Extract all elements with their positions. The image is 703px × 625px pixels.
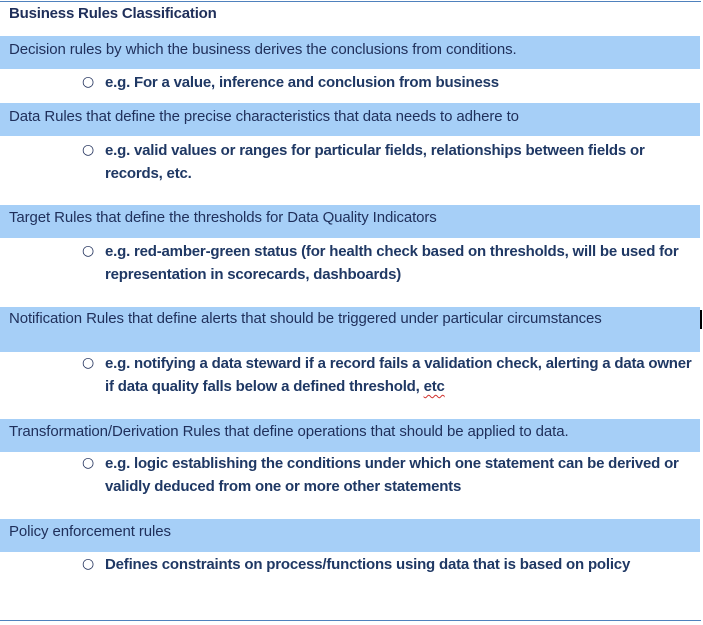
section-heading-decision-rules: Decision rules by which the business derives the conclusions from conditions. (9, 41, 517, 58)
bullet-icon: ○ (82, 556, 95, 572)
spellcheck-word-etc: etc (423, 378, 445, 395)
section-heading-transformation-rules: Transformation/Derivation Rules that define operations that should be applied to data. (9, 423, 569, 440)
bullet-icon: ○ (82, 355, 95, 371)
section-item-policy-rules: Defines constraints on process/functions using data that is based on policy (105, 556, 631, 573)
top-border (0, 1, 701, 2)
text-cursor (700, 310, 702, 329)
bullet-icon: ○ (82, 74, 95, 90)
section-heading-policy-rules: Policy enforcement rules (9, 523, 171, 540)
section-heading-data-rules: Data Rules that define the precise characteristics that data needs to adhere to (9, 108, 519, 125)
bullet-icon: ○ (82, 142, 95, 158)
bullet-icon: ○ (82, 455, 95, 471)
section-item-target-rules: e.g. red-amber-green status (for health check based on thresholds, will be used for representation in scorecards, dashboards) (105, 243, 679, 283)
section-item-data-rules: e.g. valid values or ranges for particular fields, relationships between fields or records, etc. (105, 142, 645, 182)
document-title: Business Rules Classification (9, 5, 217, 22)
section-item-decision-rules: e.g. For a value, inference and conclusion from business (105, 74, 499, 91)
bullet-icon: ○ (82, 243, 95, 259)
bottom-border (0, 620, 701, 621)
notification-item-text: e.g. notifying a data steward if a record fails a validation check, alerting a data owner if data quality falls below a defined threshold, (105, 355, 692, 395)
section-heading-target-rules: Target Rules that define the thresholds for Data Quality Indicators (9, 209, 437, 226)
section-item-transformation-rules: e.g. logic establishing the conditions under which one statement can be derived or validly deduced from one or more other statements (105, 455, 679, 495)
section-heading-notification-rules: Notification Rules that define alerts that should be triggered under particular circumstances (9, 310, 602, 327)
section-item-notification-rules (105, 352, 697, 398)
